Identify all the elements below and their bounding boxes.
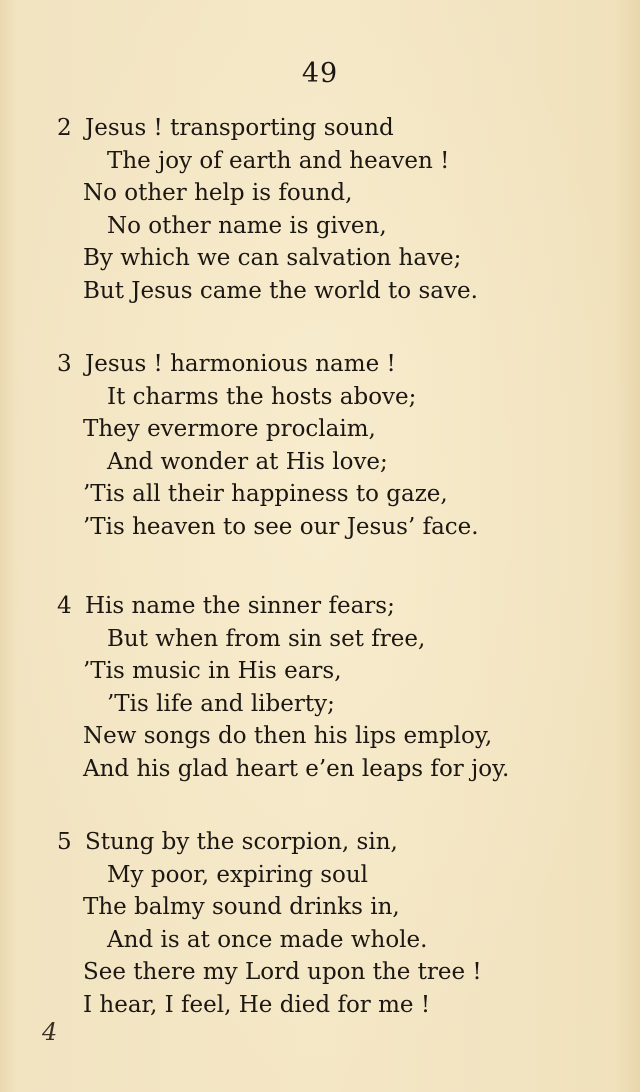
verse-line: ’Tis life and liberty; (107, 690, 335, 717)
verse-line: But Jesus came the world to save. (83, 277, 478, 304)
verse-line: ’Tis all their happiness to gaze, (83, 481, 448, 507)
verse-line: And wonder at His love; (107, 448, 388, 475)
verse-line: His name the sinner fears; (85, 593, 395, 619)
verse-line: See there my Lord upon the tree ! (83, 959, 482, 985)
verse-line: The joy of earth and heaven ! (107, 147, 450, 174)
verse-line: My poor, expiring soul (107, 861, 369, 888)
stanza-number: 4 (57, 593, 72, 619)
verse-line: ’Tis music in His ears, (83, 658, 342, 684)
verse-line: It charms the hosts above; (107, 383, 417, 410)
signature-mark: 4 (42, 1018, 58, 1046)
verse-line: But when from sin set free, (107, 625, 426, 652)
verse-line: Jesus ! harmonious name ! (85, 351, 396, 377)
verse-line: New songs do then his lips employ, (83, 723, 493, 749)
verse-line: They evermore proclaim, (83, 416, 376, 442)
verse-line: And his glad heart e’en leaps for joy. (83, 755, 510, 782)
verse-line: And is at once made whole. (107, 926, 428, 953)
page-number: 49 (301, 58, 339, 89)
verse-line: The balmy sound drinks in, (83, 894, 400, 920)
verse-line: I hear, I feel, He died for me ! (83, 991, 431, 1018)
stanza-number: 3 (57, 351, 72, 377)
verse-line: By which we can salvation have; (83, 245, 462, 271)
verse-line: Jesus ! transporting sound (85, 115, 394, 141)
stanza-number: 2 (57, 115, 72, 141)
stanza-number: 5 (57, 829, 72, 855)
verse-line: No other name is given, (107, 212, 387, 239)
verse-line: Stung by the scorpion, sin, (85, 829, 398, 855)
verse-line: No other help is found, (83, 180, 353, 206)
verse-line: ’Tis heaven to see our Jesus’ face. (83, 513, 479, 540)
